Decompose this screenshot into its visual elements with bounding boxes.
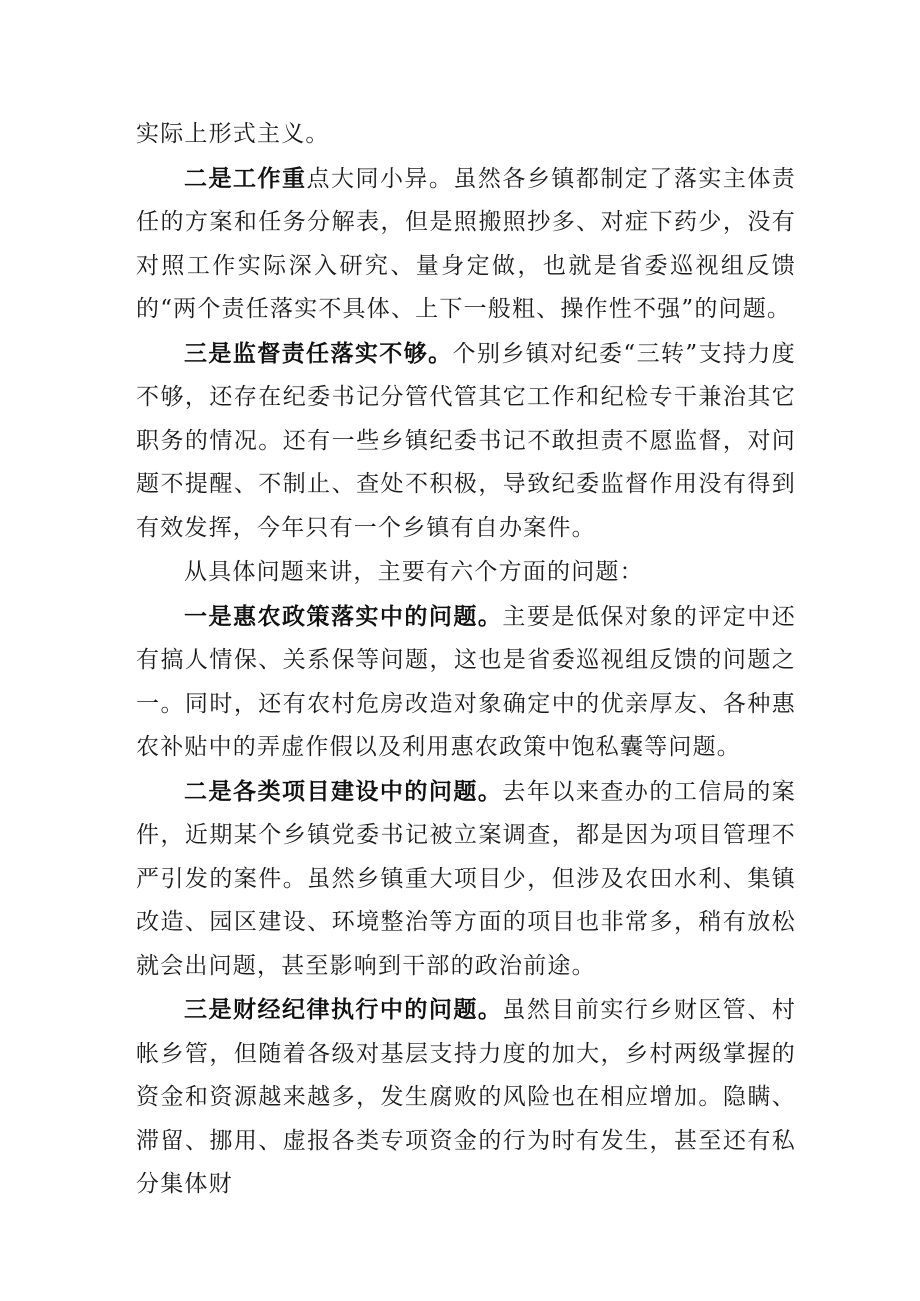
paragraph-2 [136,157,796,332]
paragraph-6-lead: 二是各类项目建设中的问题。 [184,777,503,805]
paragraph-3 [136,332,796,551]
paragraph-4-text: 从具体问题来讲，主要有六个方面的问题： [184,559,644,585]
paragraph-5-text: 主要是低保对象的评定中还有搞人情保、关系保等问题，这也是省委巡视组反馈的问题之一。同时，还有农村危房改造对象确定中的优亲厚友、各种惠农补贴中的弄虚作假以及利用惠农政策中饱私囊等问题。 [136,603,796,760]
paragraph-2-lead: 二是工作重 [184,164,307,192]
paragraph-3-lead: 三是监督责任落实不够。 [184,339,453,367]
paragraph-1 [136,112,796,157]
paragraph-6-text: 去年以来查办的工信局的案件，近期某个乡镇党委书记被立案调查，都是因为项目管理不严引发的案件。虽然乡镇重大项目少，但涉及农田水利、集镇改造、园区建设、环境整治等方面的项目也非常多，稍有放松就会出问题，甚至影响到干部的政治前途。 [136,778,796,979]
paragraph-7-text: 虽然目前实行乡财区管、村帐乡管，但随着各级对基层支持力度的加大，乡村两级掌握的资金和资源越来越多，发生腐败的风险也在相应增加。隐瞒、滞留、挪用、虚报各类专项资金的行为时有发生，甚至还有私分集体财 [136,997,796,1197]
paragraph-6 [136,770,796,989]
paragraph-7-lead: 三是财经纪律执行中的问题。 [184,996,503,1023]
paragraph-1-text: 实际上形式主义。 [136,121,330,147]
document-body [136,112,796,1207]
paragraph-4 [136,550,796,595]
paragraph-2-text: 点大同小异。虽然各乡镇都制定了落实主体责任的方案和任务分解表，但是照搬照抄多、对症下药少，没有对照工作实际深入研究、量身定做，也就是省委巡视组反馈的“两个责任落实不具体、上下一般粗、操作性不强”的问题。 [136,165,797,322]
paragraph-5 [136,595,796,770]
paragraph-5-lead: 一是惠农政策落实中的问题。 [184,602,503,630]
paragraph-3-text: 个别乡镇对纪委“三转”支持力度不够，还存在纪委书记分管代管其它工作和纪检专干兼治其它职务的情况。还有一些乡镇纪委书记不敢担责不愿监督，对问题不提醒、不制止、查处不积极，导致纪委监督作用没有得到有效发挥，今年只有一个乡镇有自办案件。 [136,340,796,541]
paragraph-7 [136,988,796,1207]
